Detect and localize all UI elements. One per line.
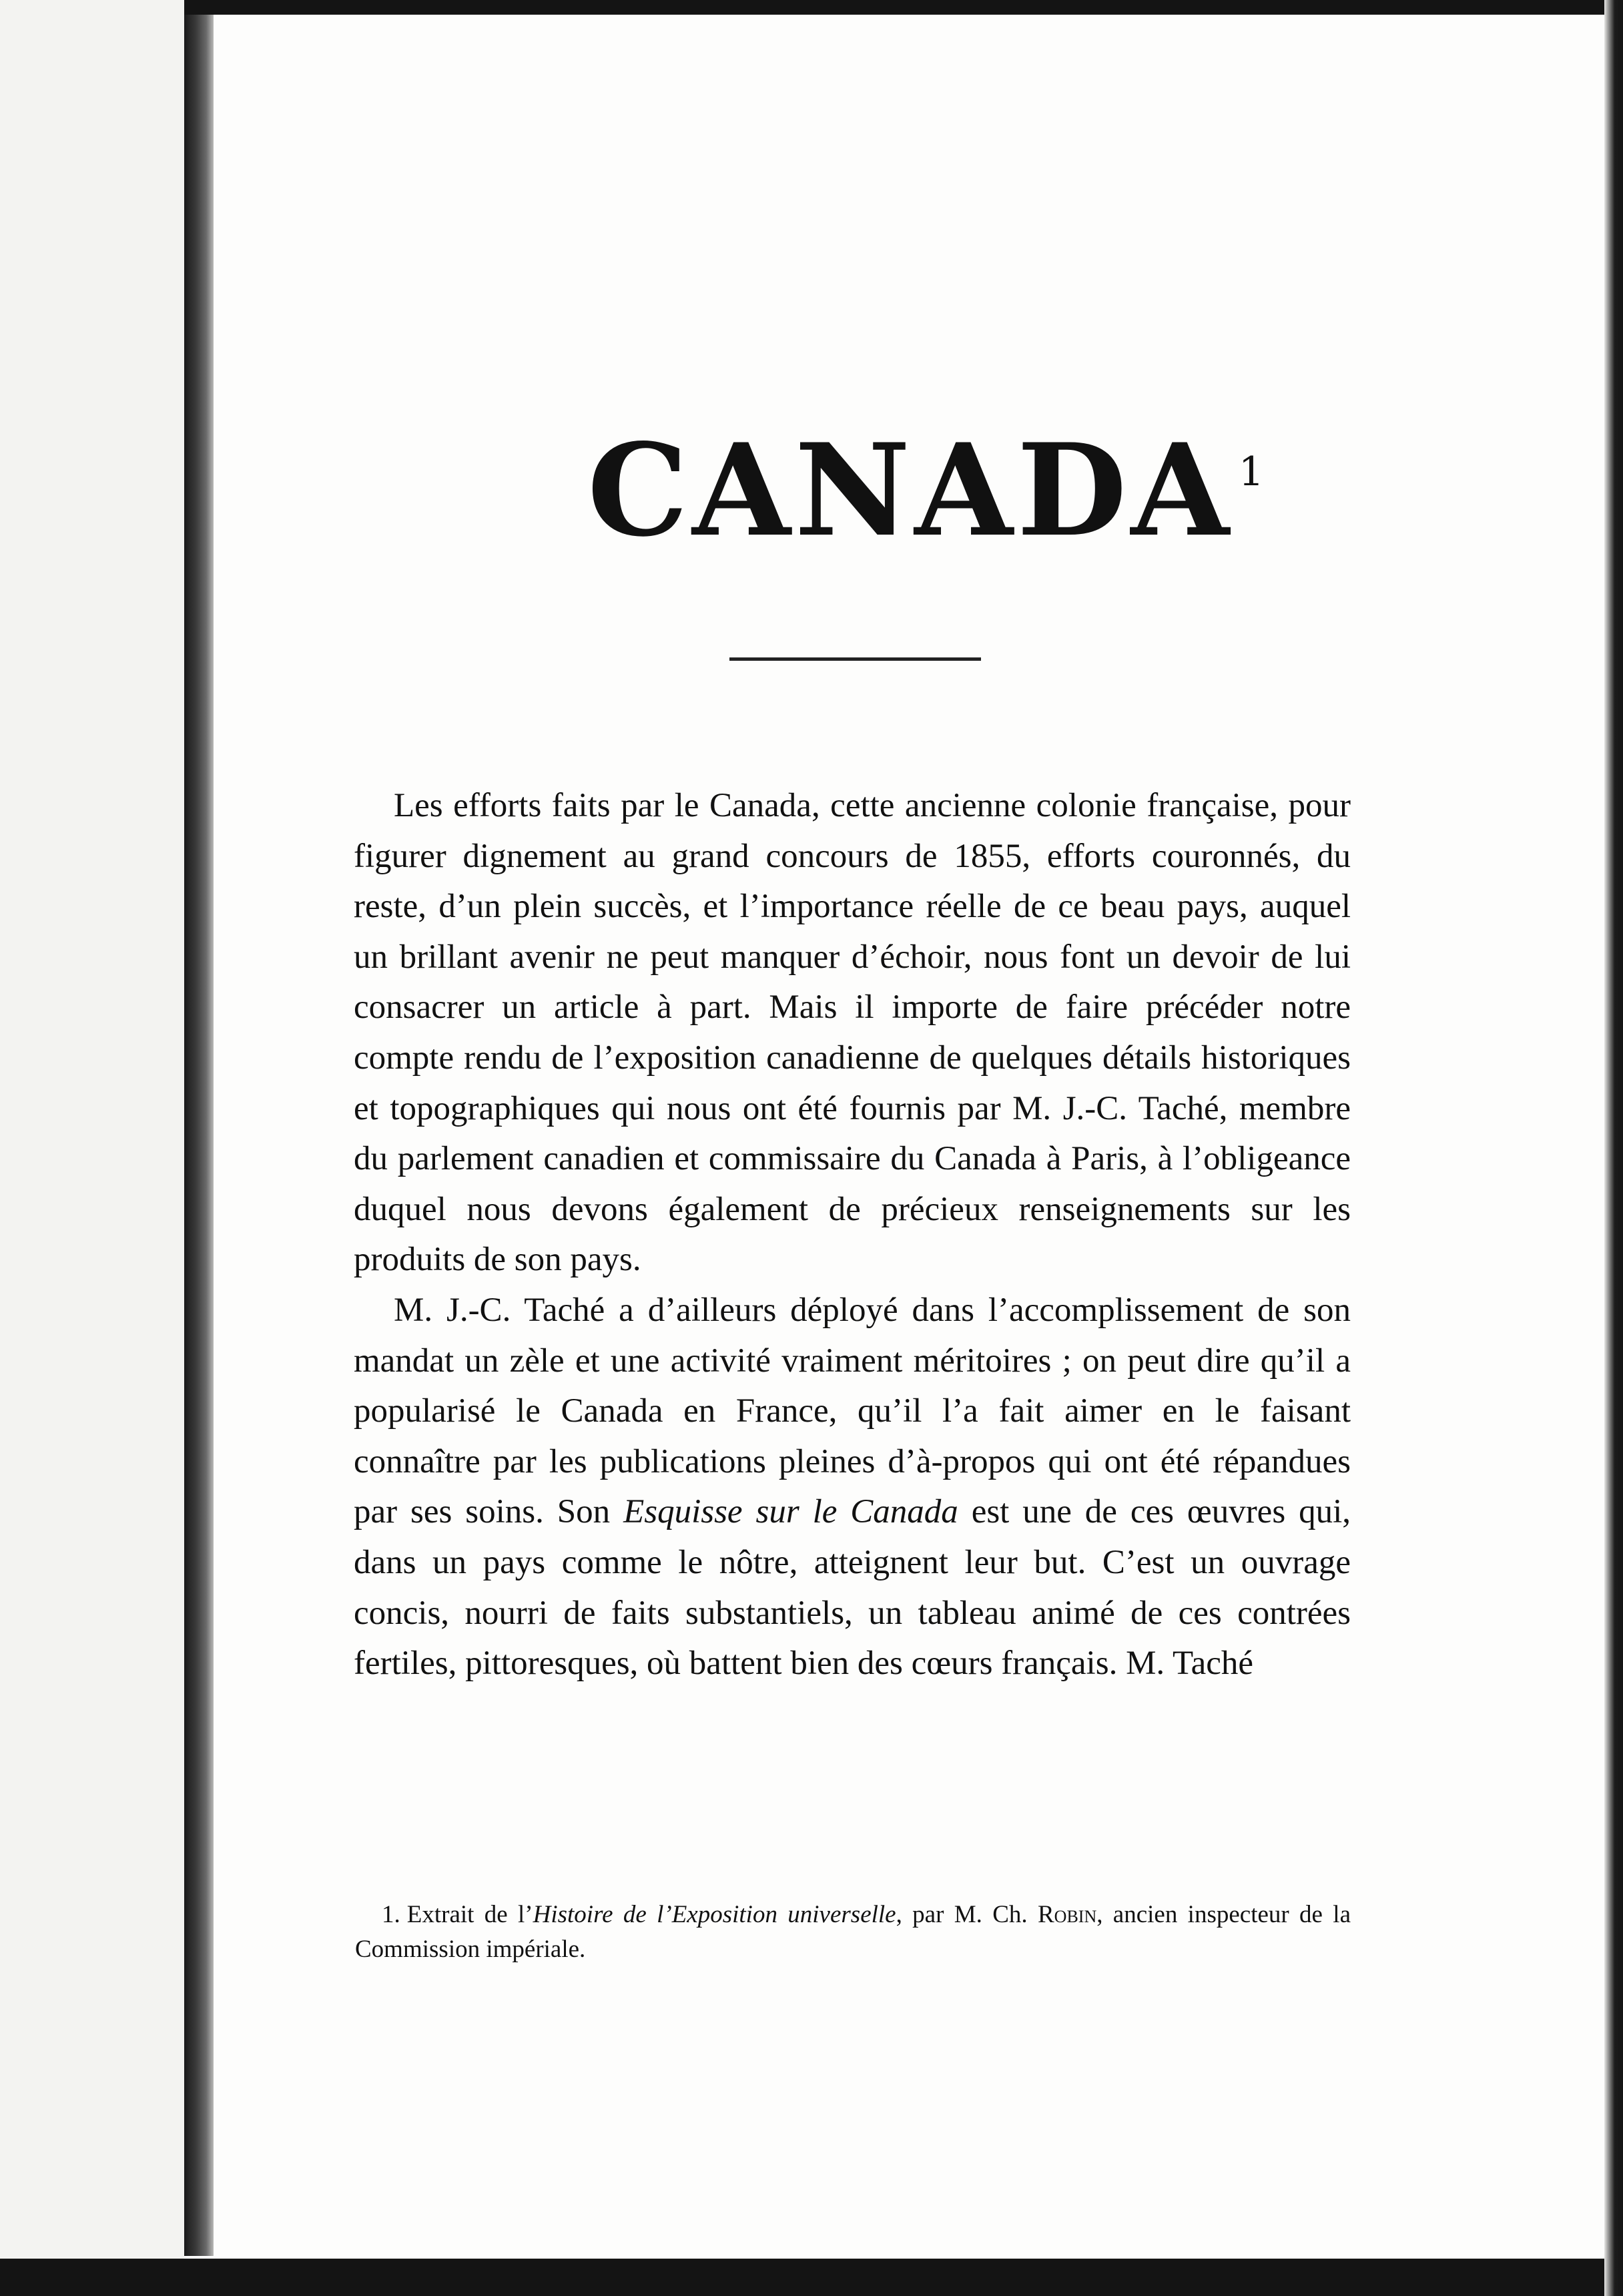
scan-border-top [184,0,1623,15]
page-title [587,416,1269,565]
book-title-italic: Esquisse sur le Canada [623,1493,958,1531]
footnote-author: Robin [1037,1901,1097,1928]
footnote-text-c: , ancien inspecteur de la Commission impériale. [355,1901,1351,1963]
book-gutter [184,13,214,2256]
footnote-source-title: Histoire de l’Exposition universelle [533,1901,896,1928]
paragraph-2 [354,1285,1351,1689]
paragraph-1-text: Les efforts faits par le Canada, cette ancienne colonie française, pour figurer dignement au grand concours de 1855, efforts couronnés, du reste, d’un plein succès, et l’importance réelle de ce beau pays, auquel un brillant avenir ne peut manquer d’échoir, nous font un devoir de lui consacrer un article à part. Mais il importe de faire précéder notre compte rendu de l’exposition canadienne de quelques détails historiques et topographiques qui nous ont été fournis par M. J.-C. Taché, membre du parlement canadien et commissaire du Canada à Paris, à l’obligeance duquel nous devons également de précieux renseignements sur les produits de son pays. [354,787,1351,1279]
footnote [355,1898,1351,1967]
footnote-text-b: , par M. Ch. [896,1901,1038,1928]
paragraph-1 [354,781,1351,1285]
body-text [354,781,1351,1689]
footnote-text-a: Extrait de l’ [406,1901,533,1928]
title-text: CANADA [587,416,1233,565]
footnote-number: 1. [382,1901,400,1928]
scan-border-right [1604,0,1623,2296]
footnote-marker: 1 [1238,448,1269,495]
scan-border-bottom [0,2259,1623,2296]
paragraph-2-text-a: M. J.-C. Taché a d’ailleurs déployé dans l’accomplissement de son mandat un zèle et une activité vraiment méritoires ; on peut dire qu’il a popularisé le Canada en France, qu’il l’a fait aimer en le faisant connaître par les publications pleines d’à-propos qui ont été répandues par ses soins. Son [354,1291,1351,1531]
facing-page-edge [0,0,184,2296]
paragraph-2-text-b: est une de ces œuvres qui, dans un pays comme le nôtre, atteignent leur but. C’est un ouvrage concis, nourri de faits substantiels, un tableau animé de ces contrées fertiles, pittoresques, où battent bien des cœurs français. M. Taché [354,1493,1351,1683]
title-rule [729,657,981,661]
